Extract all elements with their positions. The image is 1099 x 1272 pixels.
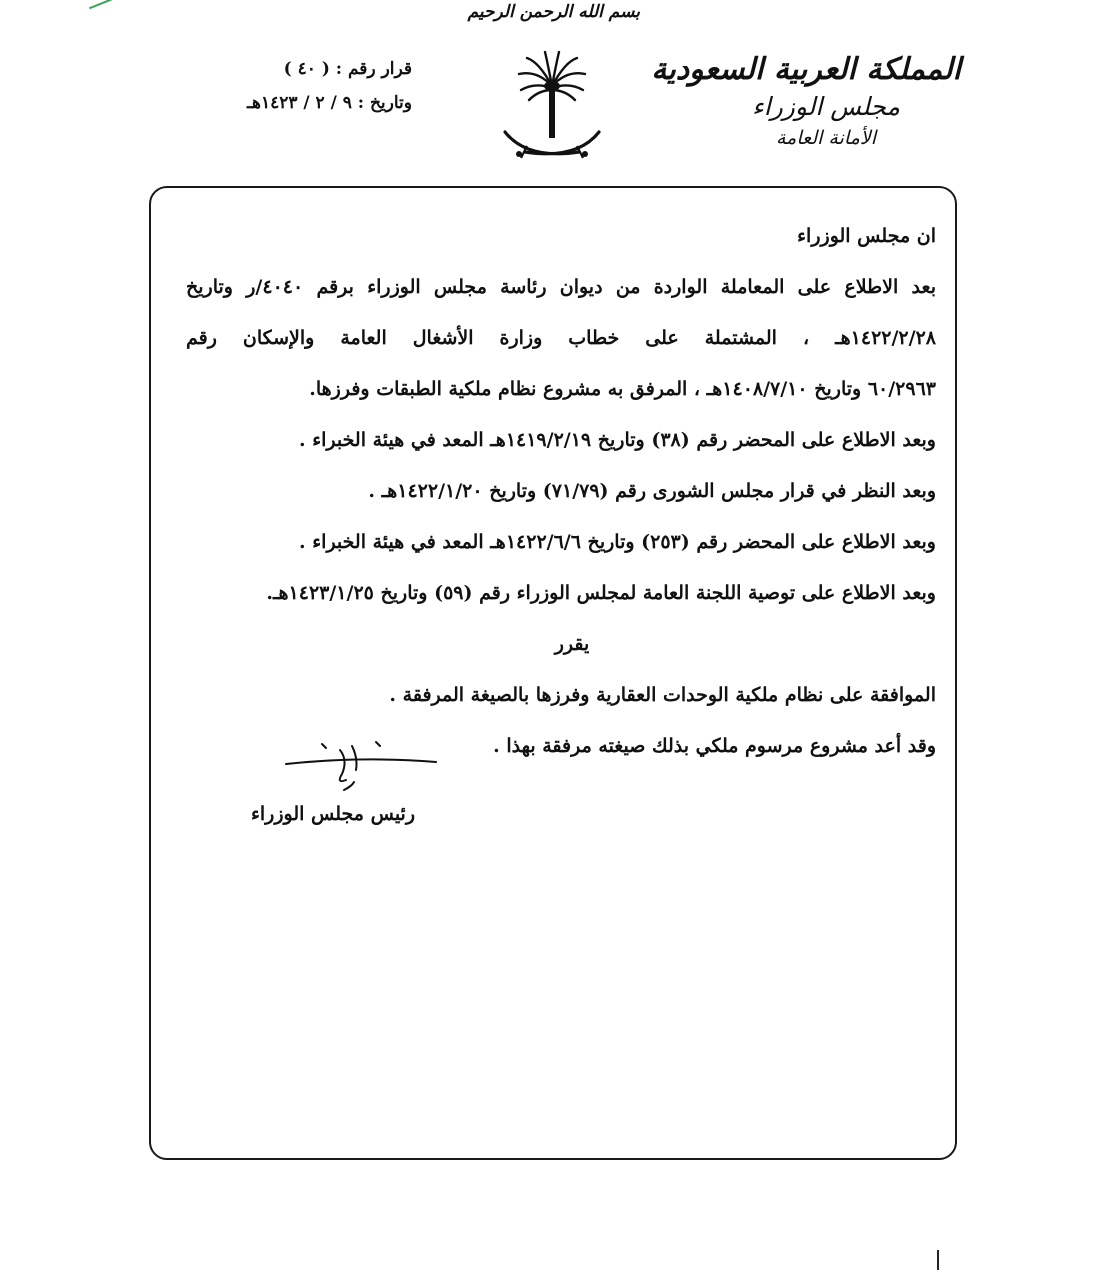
kingdom-name: المملكة العربية السعودية bbox=[651, 52, 961, 87]
body-line: بعد الاطلاع على المعاملة الواردة من ديوان رئاسة مجلس الوزراء برقم ٤٠٤٠/ر وتاريخ bbox=[186, 276, 936, 298]
basmala: بسم الله الرحمن الرحيم bbox=[467, 2, 640, 22]
preamble: ان مجلس الوزراء bbox=[797, 225, 936, 247]
council-name: مجلس الوزراء bbox=[752, 92, 900, 121]
body-line: وبعد الاطلاع على توصية اللجنة العامة لمجلس الوزراء رقم (٥٩) وتاريخ ١٤٢٣/١/٢٥هـ. bbox=[266, 582, 936, 604]
decision-reference bbox=[176, 52, 412, 120]
resolution-line: الموافقة على نظام ملكية الوحدات العقارية وفرزها بالصيغة المرفقة . bbox=[389, 684, 936, 706]
signature-icon bbox=[282, 740, 442, 800]
letterhead-right bbox=[651, 50, 961, 152]
corner-mark bbox=[86, 0, 114, 9]
body-line: وبعد الاطلاع على المحضر رقم (٢٥٣) وتاريخ ١٤٢٢/٦/٦هـ المعد في هيئة الخبراء . bbox=[299, 531, 936, 553]
body-line: ١٤٢٢/٢/٢٨هـ ، المشتملة على خطاب وزارة الأشغال العامة والإسكان رقم bbox=[186, 327, 936, 349]
signer-title: رئيس مجلس الوزراء bbox=[250, 803, 416, 825]
saudi-emblem-icon bbox=[497, 48, 607, 164]
body-line: وبعد الاطلاع على المحضر رقم (٣٨) وتاريخ ١٤١٩/٢/١٩هـ المعد في هيئة الخبراء . bbox=[298, 429, 936, 451]
resolution-line: وقد أعد مشروع مرسوم ملكي بذلك صيغته مرفقة بهذا . bbox=[493, 735, 936, 757]
body-line: وبعد النظر في قرار مجلس الشورى رقم (٧١/٧٩) وتاريخ ١٤٢٢/١/٢٠هـ . bbox=[368, 480, 936, 502]
secretariat-name: الأمانة العامة bbox=[776, 127, 876, 149]
body-line: ٦٠/٢٩٦٣ وتاريخ ١٤٠٨/٧/١٠هـ ، المرفق به مشروع نظام ملكية الطبقات وفرزها. bbox=[309, 378, 936, 400]
resolves-heading: يقرر bbox=[554, 633, 590, 655]
decision-date: وتاريخ : ٩ / ٢ / ١٤٢٣هـ bbox=[246, 93, 412, 113]
decision-number: قرار رقم : ( ٤٠ ) bbox=[283, 59, 412, 79]
decision-body bbox=[186, 216, 936, 777]
scan-mark bbox=[937, 1250, 939, 1270]
